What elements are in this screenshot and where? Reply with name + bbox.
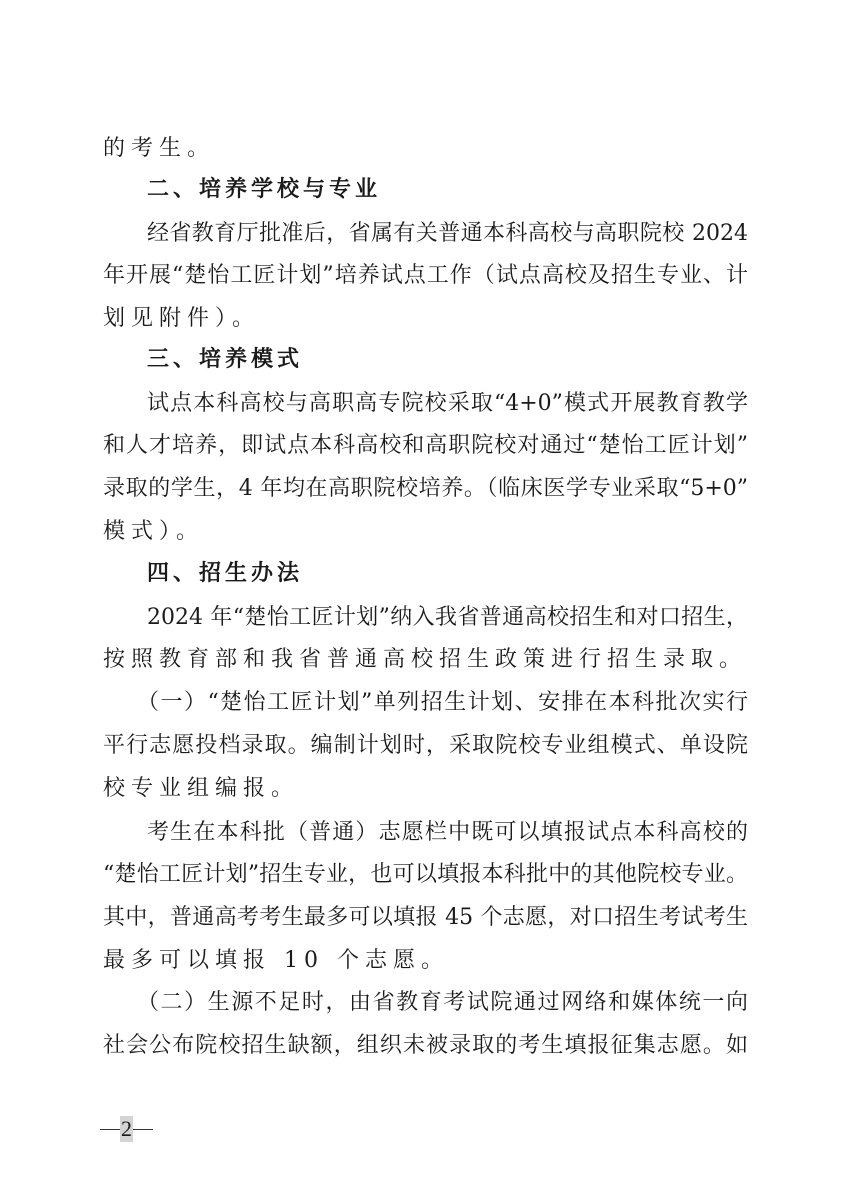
paragraph-line: 2024 年“楚怡工匠计划”纳入我省普通高校招生和对口招生， — [147, 605, 748, 630]
paragraph-line: 平行志愿投档录取。编制计划时，采取院校专业组模式、单设院 — [103, 733, 748, 758]
footer-dash-right — [133, 1129, 153, 1130]
paragraph-line: “楚怡工匠计划”招生专业，也可以填报本科批中的其他院校专业。 — [103, 862, 748, 887]
section-heading: 三、培养模式 — [147, 347, 304, 372]
paragraph-line: 最多可以填报 10 个志愿。 — [103, 948, 449, 973]
paragraph-line: 年开展“楚怡工匠计划”培养试点工作（试点高校及招生专业、计 — [103, 263, 748, 288]
section-heading: 二、培养学校与专业 — [147, 177, 382, 202]
section-heading: 四、招生办法 — [147, 561, 304, 586]
paragraph-line: 经省教育厅批准后，省属有关普通本科高校与高职院校 2024 — [147, 221, 748, 246]
paragraph-line: 模式）。 — [103, 519, 205, 544]
footer-dash-left — [100, 1129, 120, 1130]
paragraph-line: 录取的学生，4 年均在高职院校培养。（临床医学专业采取“5+0” — [103, 476, 748, 501]
page-footer — [100, 1114, 153, 1144]
paragraph-line: 其中，普通高考考生最多可以填报 45 个志愿，对口招生考试考生 — [103, 905, 748, 930]
paragraph-line: （二）生源不足时，由省教育考试院通过网络和媒体统一向 — [137, 990, 748, 1015]
paragraph-line: 试点本科高校与高职高专院校采取“4+0”模式开展教育教学 — [147, 391, 748, 416]
paragraph-line: （一）“楚怡工匠计划”单列招生计划、安排在本科批次实行 — [137, 690, 748, 715]
paragraph-line: 校专业组编报。 — [103, 776, 300, 801]
page-number: 2 — [121, 1116, 132, 1141]
paragraph-line: 按照教育部和我省普通高校招生政策进行招生录取。 — [103, 647, 748, 672]
paragraph-line: 和人才培养，即试点本科高校和高职院校对通过“楚怡工匠计划” — [103, 433, 748, 458]
paragraph-line: 社会公布院校招生缺额，组织未被录取的考生填报征集志愿。如 — [103, 1033, 748, 1058]
paragraph-line: 划见附件）。 — [103, 306, 261, 331]
paragraph-line: 考生在本科批（普通）志愿栏中既可以填报试点本科高校的 — [147, 820, 748, 845]
paragraph-line: 的考生。 — [103, 136, 216, 161]
